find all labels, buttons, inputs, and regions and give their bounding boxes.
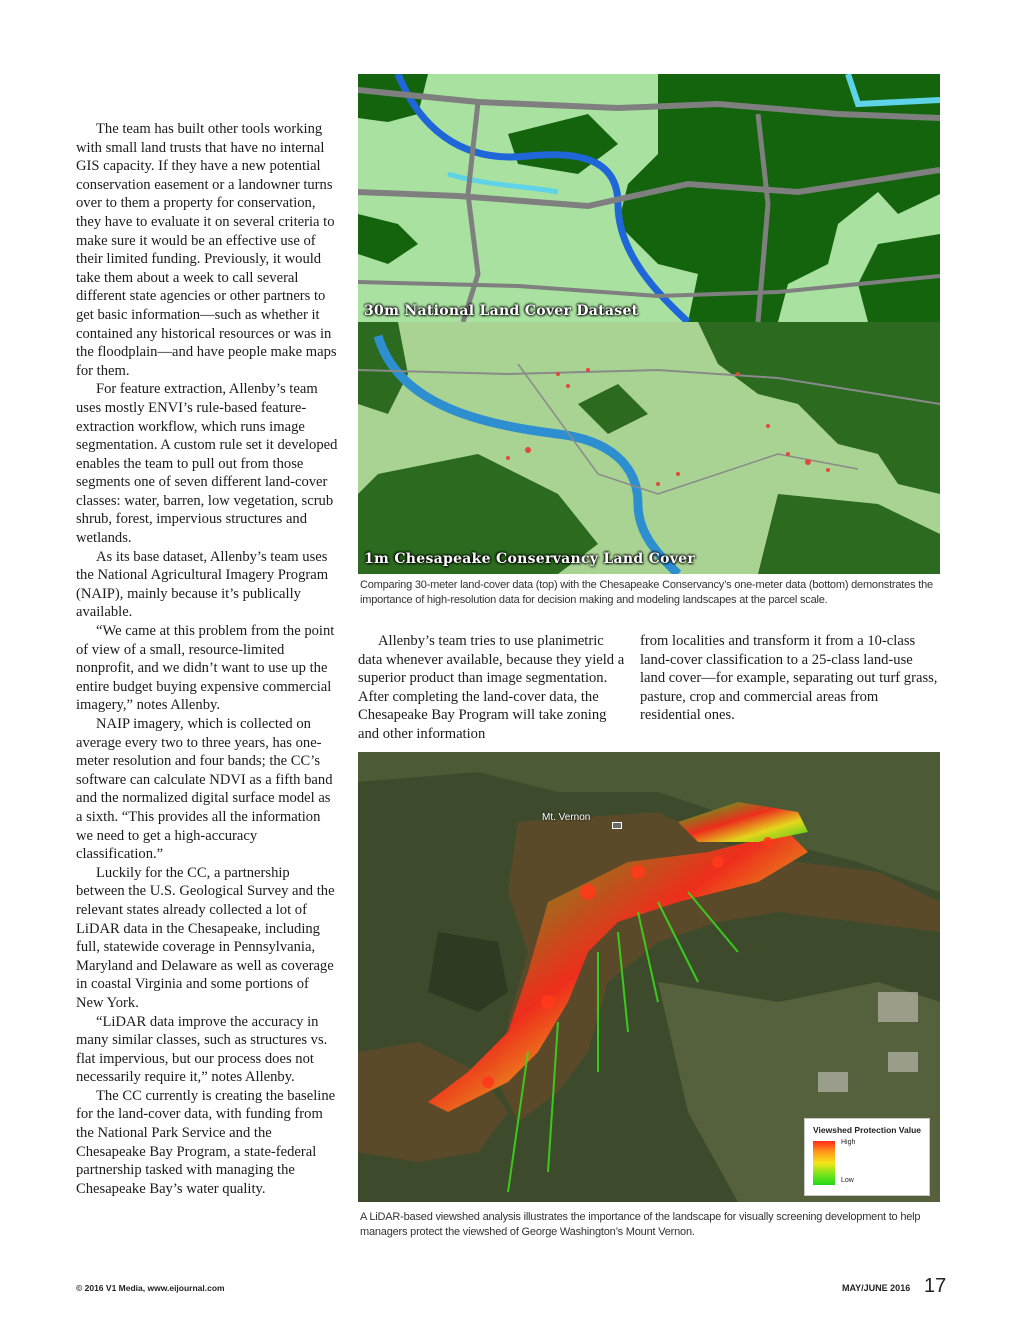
- legend-color-ramp: [813, 1141, 835, 1185]
- middle-column: [358, 632, 628, 744]
- legend-low-label: Low: [841, 1177, 854, 1184]
- figure1-caption: Comparing 30-meter land-cover data (top) with the Chesapeake Conservancy’s one-meter data (bottom) demonstrates the importance of high-resolution data for decision making and modeling landscapes at the parcel scale.: [360, 579, 933, 606]
- cc-map-label: 1m Chesapeake Conservancy Land Cover: [364, 551, 696, 567]
- nlcd-map: [358, 74, 940, 322]
- viewshed-legend: [804, 1118, 930, 1196]
- page-number: 17: [924, 1275, 947, 1297]
- legend-title: Viewshed Protection Value: [813, 1125, 922, 1135]
- viewshed-analysis-figure: [358, 752, 940, 1202]
- mt-vernon-label: Mt. Vernon: [542, 812, 591, 823]
- footer-issue: MAY/JUNE 2016: [842, 1283, 911, 1293]
- body-paragraph: For feature extraction, Allenby’s team uses mostly ENVI’s rule-based feature-extraction workflow, which runs image segmentation. A custom rule set it developed enables the team to pull out from those segments one of seven different land-cover classes: water, barren, low vegetation, scrub shrub, forest, impervious structures and wetlands.: [76, 381, 338, 547]
- legend-high-label: High: [841, 1139, 856, 1146]
- body-paragraph: Allenby’s team tries to use planimetric data whenever available, because they yield a superior product than image segmentation. After completing the land-cover data, the Chesapeake Bay Program will take zoning and other information: [358, 633, 625, 742]
- body-paragraph: from localities and transform it from a 10-class land-cover classification to a 25-class land-use land cover—for example, separating out turf grass, pasture, crop and commercial areas from residential ones.: [640, 633, 938, 724]
- land-cover-comparison-figure: [358, 74, 940, 574]
- nlcd-map-label: 30m National Land Cover Dataset: [364, 303, 639, 319]
- left-column: [76, 120, 338, 1198]
- body-paragraph: “We came at this problem from the point of view of a small, resource-limited nonprofit, and we didn’t want to use up the entire budget buying expensive commercial imagery,” notes Allenby.: [76, 623, 335, 714]
- landmark-icon: [612, 822, 622, 829]
- body-paragraph: The CC currently is creating the baseline for the land-cover data, with funding from the National Park Service and the Chesapeake Bay Program, a state-federal partnership tasked with managing the Chesapeake Bay’s water quality.: [76, 1087, 336, 1197]
- body-paragraph: The team has built other tools working with small land trusts that have no internal GIS capacity. If they have a new potential conservation easement or a landowner turns over to them a property for conservation, they have to evaluate it on several criteria to make sure it would be an effective use of their limited funding. Previously, it would take them about a week to call several different state agencies or other partners to get basic information—such as whether it contained any historical resources or was in the floodplain—and have people make maps for them.: [76, 121, 337, 379]
- right-column: [640, 632, 940, 725]
- body-paragraph: “LiDAR data improve the accuracy in many similar classes, such as structures vs. flat impervious, but our process does not necessarily require it,” notes Allenby.: [76, 1013, 328, 1086]
- body-paragraph: NAIP imagery, which is collected on average every two to three years, has one-meter resolution and four bands; the CC’s software can calculate NDVI as a fifth band and the normalized digital surface model as a sixth. “This provides all the information we need to get a high-accuracy classification.”: [76, 716, 333, 863]
- cc-land-cover-map: [358, 322, 940, 574]
- body-paragraph: As its base dataset, Allenby’s team uses the National Agricultural Imagery Program (NAIP), mainly because it’s publically available.: [76, 548, 329, 621]
- body-paragraph: Luckily for the CC, a partnership between the U.S. Geological Survey and the relevant states already collected a lot of LiDAR data in the Chesapeake, including full, statewide coverage in Pennsylvania, Maryland and Delaware as well as coverage in coastal Virginia and some portions of New York.: [76, 864, 335, 1011]
- figure2-caption: A LiDAR-based viewshed analysis illustrates the importance of the landscape for visually screening development to help managers protect the viewshed of George Washington’s Mount Vernon.: [360, 1211, 921, 1238]
- footer-copyright: © 2016 V1 Media, www.eijournal.com: [76, 1283, 225, 1293]
- land-cover-maps: [358, 74, 940, 574]
